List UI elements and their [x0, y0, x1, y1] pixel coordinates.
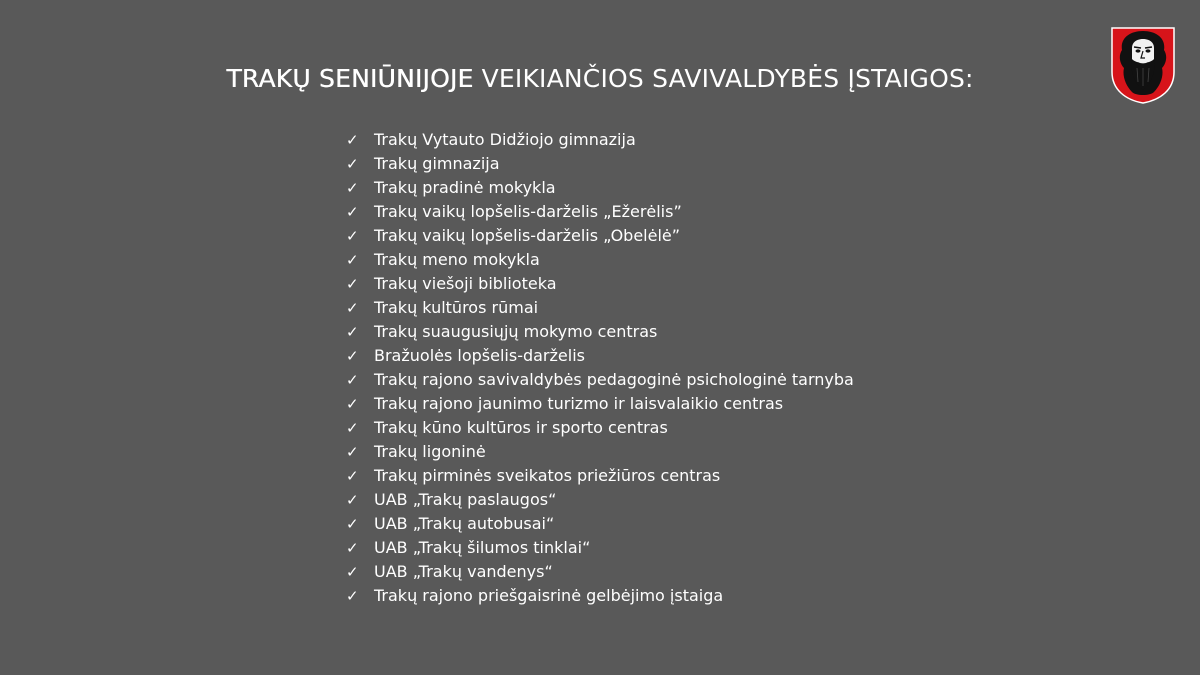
list-item — [346, 560, 854, 584]
check-icon: ✓ — [346, 299, 359, 317]
list-item — [346, 416, 854, 440]
coat-of-arms-icon — [1110, 26, 1176, 104]
check-icon: ✓ — [346, 443, 359, 461]
list-item-label: Trakų Vytauto Didžiojo gimnazija — [374, 130, 636, 149]
list-item — [346, 368, 854, 392]
list-item — [346, 584, 854, 608]
check-icon: ✓ — [346, 419, 359, 437]
list-item-label: UAB „Trakų autobusai“ — [374, 514, 555, 533]
list-item-label: Trakų ligoninė — [374, 442, 486, 461]
title-emphasis: TRAKŲ SENIŪNIJOJE — [226, 64, 474, 93]
check-icon: ✓ — [346, 563, 359, 581]
slide-title — [0, 64, 1200, 93]
list-item — [346, 488, 854, 512]
check-icon: ✓ — [346, 251, 359, 269]
list-item — [346, 296, 854, 320]
list-item — [346, 272, 854, 296]
list-item-label: Trakų vaikų lopšelis-darželis „Obelėlė” — [374, 226, 681, 245]
list-item-label: Trakų suaugusiųjų mokymo centras — [374, 322, 658, 341]
check-icon: ✓ — [346, 515, 359, 533]
list-item — [346, 200, 854, 224]
check-icon: ✓ — [346, 587, 359, 605]
list-item-label: Trakų pirminės sveikatos priežiūros centras — [374, 466, 721, 485]
list-item — [346, 176, 854, 200]
check-icon: ✓ — [346, 179, 359, 197]
list-item — [346, 320, 854, 344]
institution-list — [346, 128, 854, 608]
list-item — [346, 344, 854, 368]
list-item-label: Trakų viešoji biblioteka — [374, 274, 557, 293]
list-item-label: Trakų meno mokykla — [374, 250, 540, 269]
list-item — [346, 248, 854, 272]
check-icon: ✓ — [346, 371, 359, 389]
list-item-label: Trakų vaikų lopšelis-darželis „Ežerėlis” — [374, 202, 682, 221]
list-item-label: UAB „Trakų vandenys“ — [374, 562, 553, 581]
check-icon: ✓ — [346, 275, 359, 293]
list-item — [346, 392, 854, 416]
check-icon: ✓ — [346, 467, 359, 485]
list-item — [346, 128, 854, 152]
list-item — [346, 224, 854, 248]
check-icon: ✓ — [346, 227, 359, 245]
check-icon: ✓ — [346, 491, 359, 509]
check-icon: ✓ — [346, 323, 359, 341]
list-item — [346, 512, 854, 536]
check-icon: ✓ — [346, 347, 359, 365]
list-item-label: Trakų rajono priešgaisrinė gelbėjimo įstaiga — [374, 586, 724, 605]
list-item — [346, 440, 854, 464]
list-item — [346, 536, 854, 560]
list-item — [346, 152, 854, 176]
list-item-label: Trakų rajono jaunimo turizmo ir laisvalaikio centras — [374, 394, 784, 413]
title-rest: VEIKIANČIOS SAVIVALDYBĖS ĮSTAIGOS: — [473, 64, 974, 93]
check-icon: ✓ — [346, 395, 359, 413]
list-item-label: Trakų rajono savivaldybės pedagoginė psichologinė tarnyba — [374, 370, 854, 389]
list-item-label: Trakų pradinė mokykla — [374, 178, 556, 197]
list-item-label: Trakų kultūros rūmai — [374, 298, 539, 317]
check-icon: ✓ — [346, 131, 359, 149]
list-item-label: UAB „Trakų paslaugos“ — [374, 490, 557, 509]
list-item-label: Trakų kūno kultūros ir sporto centras — [374, 418, 668, 437]
check-icon: ✓ — [346, 155, 359, 173]
list-item-label: UAB „Trakų šilumos tinklai“ — [374, 538, 591, 557]
list-item-label: Bražuolės lopšelis-darželis — [374, 346, 585, 365]
check-icon: ✓ — [346, 203, 359, 221]
list-item-label: Trakų gimnazija — [374, 154, 500, 173]
check-icon: ✓ — [346, 539, 359, 557]
list-item — [346, 464, 854, 488]
